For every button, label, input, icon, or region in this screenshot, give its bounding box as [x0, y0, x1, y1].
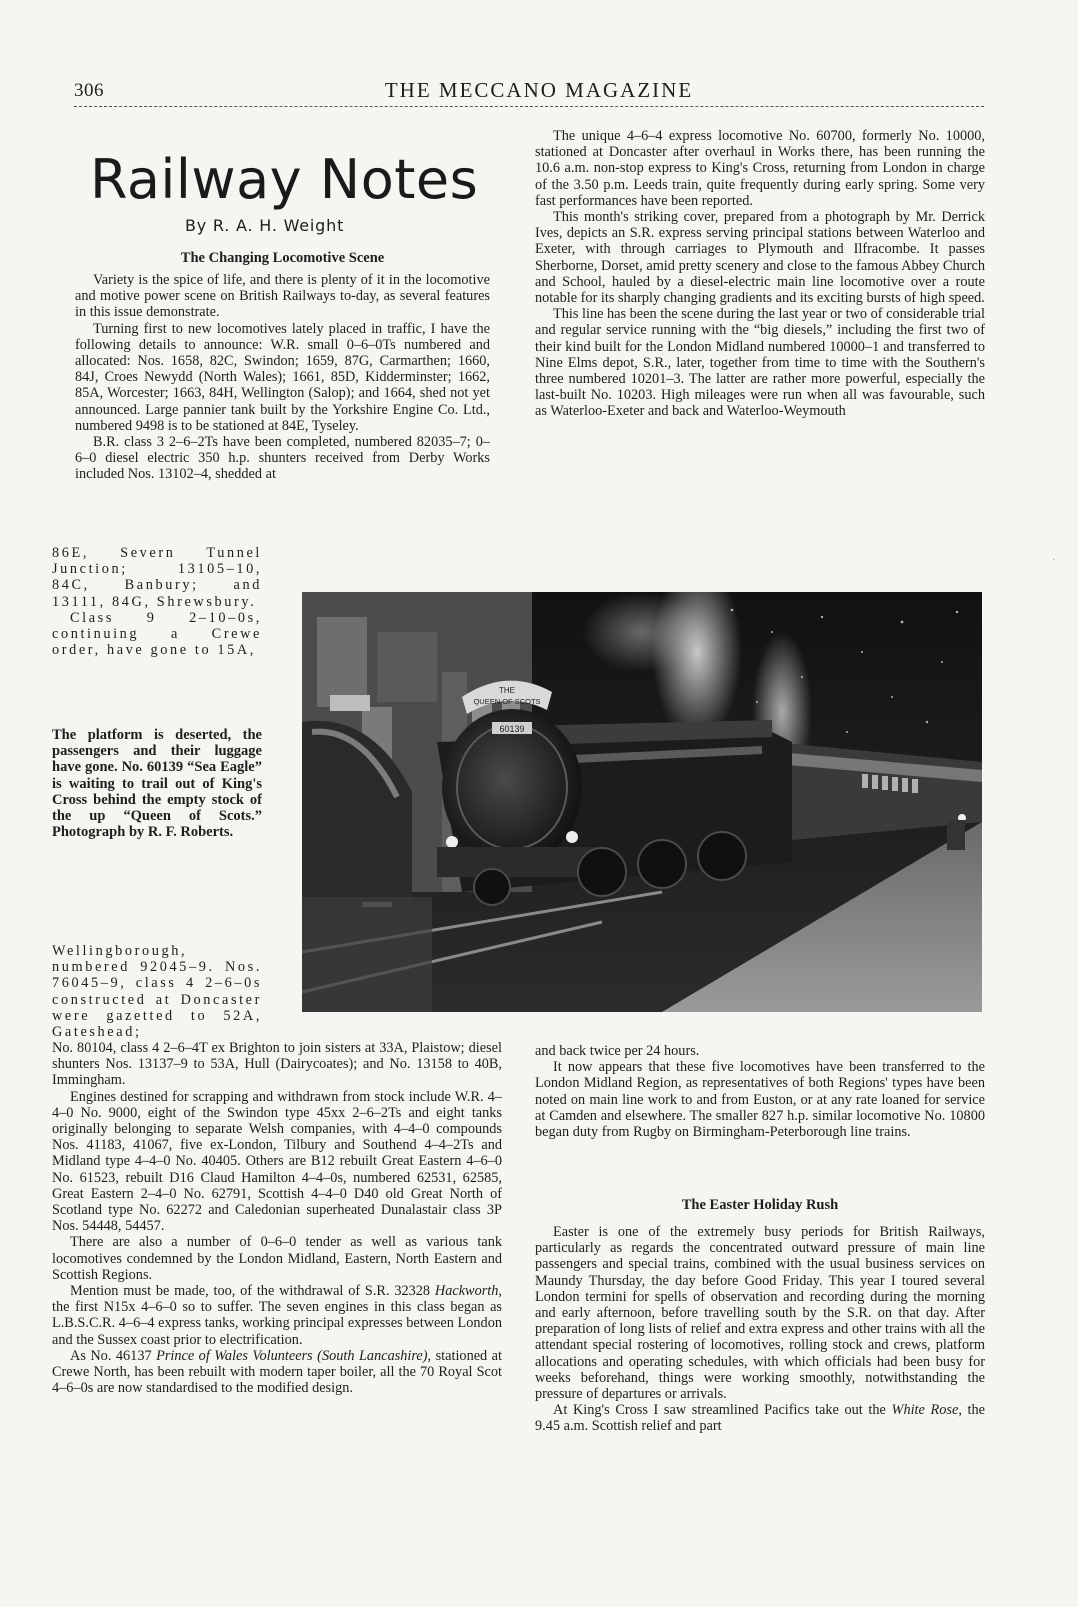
section-heading-easter: The Easter Holiday Rush	[681, 1197, 839, 1213]
text-run: , the 9.45 a.m. Scottish relief and part	[535, 1402, 985, 1435]
left-narrow-block-1	[52, 545, 262, 658]
paragraph: 86E, Severn Tunnel Junction; 13105–10, 84C, Banbury; and 13111, 84G, Shrewsbury.	[52, 545, 262, 610]
header-rule	[74, 106, 984, 107]
left-narrow-block-2	[52, 943, 262, 1040]
right-column-easter	[535, 1224, 985, 1435]
paragraph: B.R. class 3 2–6–2Ts have been completed, numbered 82035–7; 0–6–0 diesel electric 350 h.p. shunters received from Derby Works included Nos. 13102–4, shedded at	[75, 434, 490, 483]
page-mark: ·	[1052, 555, 1056, 566]
article-byline: By R. A. H. Weight	[185, 216, 345, 235]
headboard-line-2: QUEEN OF SCOTS	[473, 697, 541, 706]
text-run: As No. 46137	[70, 1347, 157, 1364]
headboard-line-1: THE	[499, 686, 515, 695]
text-italic: Prince of Wales Volunteers (South Lancashire)	[156, 1347, 428, 1364]
right-column-top	[535, 128, 985, 420]
paragraph: and back twice per 24 hours.	[535, 1043, 700, 1059]
text-italic: Hackworth	[434, 1283, 499, 1300]
text-run: At King's Cross I saw streamlined Pacifics take out the	[553, 1402, 892, 1419]
text-italic: White Rose	[891, 1402, 959, 1419]
left-column-bottom	[52, 1040, 502, 1396]
paragraph	[52, 1283, 502, 1348]
article-title: Railway Notes	[90, 148, 479, 211]
text-run: , stationed at Crewe North, has been rebuilt with modern taper boiler, all the 70 Royal Scot 4–6–0s are now standardised to the modified design.	[52, 1347, 502, 1397]
paragraph: Engines destined for scrapping and withdrawn from stock include W.R. 4–4–0 No. 9000, eight of the Swindon type 45xx 2–6–2Ts and eight tanks originally belonging to separate Welsh companies, with 4–4–0 compounds Nos. 41183, 41067, five ex-London, Tilbury and Southend 4–4–2Ts and Midland type 4–4–0 No. 40405. Others are B12 rebuilt Great Eastern 4–6–0 No. 61523, rebuilt D16 Claud Hamilton 4–4–0s, numbered 62531, 62585, Great Eastern 2–4–0 No. 62791, Scottish 4–4–0 D40 old Great North of Scotland type No. 62272 and Caledonian superheated Dunalastair class 3P Nos. 54448, 54457.	[52, 1088, 502, 1235]
paragraph: This month's striking cover, prepared from a photograph by Mr. Derrick Ives, depicts an S.R. express serving principal stations between Waterloo and Exeter, with through carriages to Plymouth and Ilfracombe. It passes Sherborne, Dorset, amid pretty scenery and close to the famous Abbey Church and School, hauled by a diesel-electric main line locomotive over a route notable for its sharply changing gradients and its exciting bursts of high speed.	[535, 209, 985, 307]
paragraph: Variety is the spice of life, and there is plenty of it in the locomotive and motive power scene on British Railways to-day, as several features in this issue demonstrate.	[75, 272, 490, 321]
paragraph: The unique 4–6–4 express locomotive No. 60700, formerly No. 10000, stationed at Doncaster after overhaul in Works there, has been running the 10.6 a.m. non-stop express to King's Cross, returning from London in charge of the 3.50 p.m. Leeds train, quite frequently during early spring. Some very fast performances have been reported.	[535, 128, 985, 209]
text-run: Mention must be made, too, of the withdrawal of S.R. 32328	[70, 1283, 435, 1300]
section-heading-changing-scene: The Changing Locomotive Scene	[180, 250, 385, 266]
right-column-bottom	[535, 1043, 985, 1140]
text-run: , the first N15x 4–6–0 so to suffer. The seven engines in this class began as L.B.S.C.R. 4–6–4 express tanks, working principal expresses between London and the Sussex coast prior to electrification.	[52, 1283, 502, 1348]
paragraph: Turning first to new locomotives lately placed in traffic, I have the following details to announce: W.R. small 0–6–0Ts numbered and allocated: Nos. 1658, 82C, Swindon; 1659, 87G, Carmarthen; 1660, 84J, Croes Newydd (North Wales); 1661, 85D, Kidderminster; 1662, 85A, Worcester; 1663, 84H, Wellington (Salop); and 1664, shed not yet announced. Large pannier tank built by the Yorkshire Engine Co. Ltd., numbered 9498 is to be stationed at 84E, Tyseley.	[75, 320, 490, 434]
paragraph	[535, 1402, 985, 1434]
paragraph: Easter is one of the extremely busy periods for British Railways, particularly as regards the concentrated outward pressure of main line passengers and special trains, combined with the usual business services on Maundy Thursday, the day before Good Friday. This year I toured several London termini for spells of observation and recording during the morning and early afternoon, before travelling south by the S.R. on that day. After preparation of long lists of relief and extra express and other trains with all the attendant special rostering of locomotives, rolling stock and crews, platform allocations and operating schedules, with which officials had been busy for weeks beforehand, things were working smoothly, notwithstanding the pressure of departures or arrivals.	[535, 1224, 985, 1403]
paragraph: No. 80104, class 4 2–6–4T ex Brighton to join sisters at 33A, Plaistow; diesel shunters Nos. 13137–9 to 53A, Hull (Dairycoates); and No. 13158 to 40B, Immingham.	[52, 1040, 502, 1089]
paragraph: This line has been the scene during the last year or two of considerable trial and regular service running with the “big diesels,” including the first two of their kind built for the London Midland numbered 10000–1 and transferred to Nine Elms depot, S.R., later, together from time to time with the Southern's three numbered 10201–3. The latter are rather more powerful, especially the last-built No. 10203. High mileages were run when all was favourable, such as Waterloo-Exeter and back and Waterloo-Weymouth	[535, 306, 985, 420]
locomotive-photograph	[302, 592, 982, 1012]
page-number: 306	[74, 80, 104, 101]
loco-number-plate: 60139	[499, 724, 525, 734]
magazine-title: THE MECCANO MAGAZINE	[384, 78, 694, 102]
paragraph: It now appears that these five locomotives have been transferred to the London Midland Region, as representatives of both Regions' types have been noted on main line work to and from Euston, or at any rate loaned for service at Camden and elsewhere. The smaller 827 h.p. similar locomotive No. 10800 began duty from Rugby on Birmingham-Peterborough line trains.	[535, 1059, 985, 1141]
paragraph: There are also a number of 0–6–0 tender as well as various tank locomotives condemned by the London Midland, Eastern, North Eastern and Scottish Regions.	[52, 1234, 502, 1283]
photo-caption: The platform is deserted, the passengers and their luggage have gone. No. 60139 “Sea Eagle” is waiting to trail out of King's Cross behind the empty stock of the up “Queen of Scots.” Photograph by R. F. Roberts.	[52, 727, 262, 841]
left-column-top	[75, 272, 490, 483]
paragraph: Wellingborough, numbered 92045–9. Nos. 76045–9, class 4 2–6–0s constructed at Doncaster were gazetted to 52A, Gateshead;	[52, 943, 262, 1041]
paragraph	[52, 1348, 502, 1397]
paragraph: Class 9 2–10–0s, continuing a Crewe order, have gone to 15A,	[52, 609, 262, 659]
